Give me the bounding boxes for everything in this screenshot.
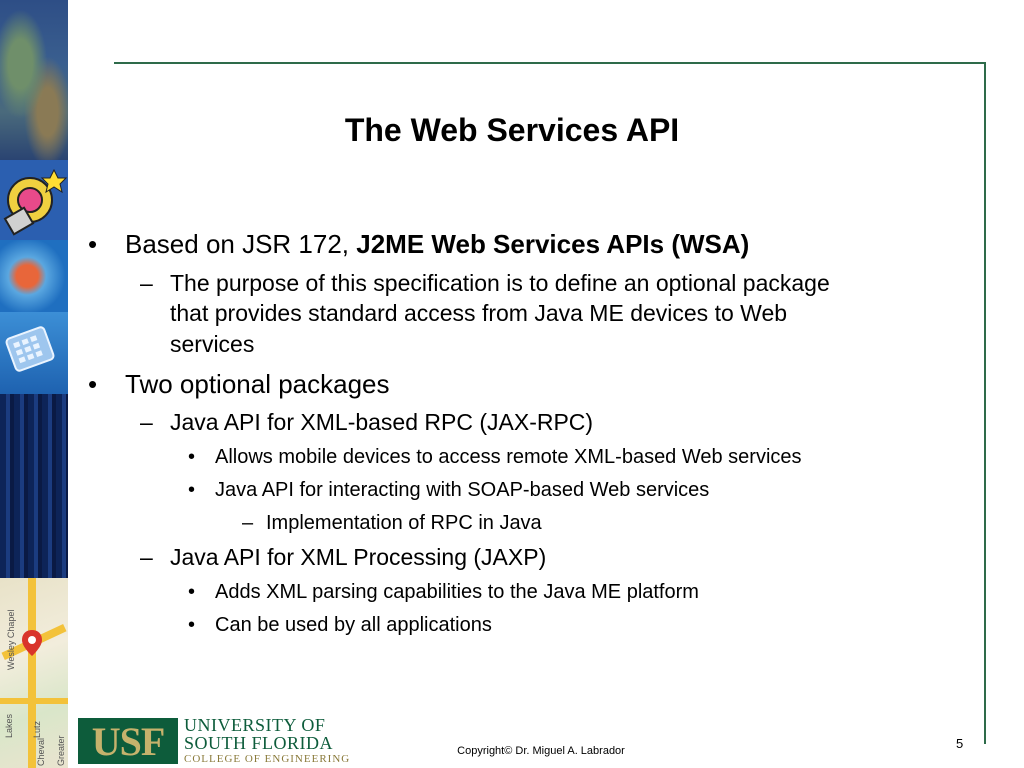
map-label: Cheval: [36, 737, 46, 766]
map-label: Lutz: [32, 720, 42, 738]
satellite-dish-clipart: [0, 160, 68, 240]
server-network-image: [0, 394, 68, 578]
bullet-text-line: that provides standard access from Java ME devices to Web: [170, 300, 788, 326]
bullet-text: Two optional packages: [125, 369, 390, 399]
frame-right-line: [984, 62, 986, 744]
brain-scan-image: [0, 240, 68, 312]
bullet-text: Java API for interacting with SOAP-based Web services: [215, 479, 710, 501]
bullet-text: Can be used by all applications: [215, 614, 492, 636]
bullet-text-line: services: [170, 331, 255, 357]
usf-logo: [78, 718, 178, 764]
bullet-text: Adds XML parsing capabilities to the Java ME platform: [215, 581, 699, 603]
map-pin-icon: [22, 630, 42, 656]
bullet-marker: •: [188, 446, 196, 468]
mobile-phone-image: [0, 312, 68, 394]
map-label: Greater: [56, 735, 66, 766]
bullet-text: Java API for XML-based RPC (JAX-RPC): [170, 409, 594, 435]
frame-top-line: [114, 62, 986, 64]
bullet-marker: •: [88, 229, 98, 259]
bullet-text: Implementation of RPC in Java: [266, 512, 542, 534]
bullet-text: Java API for XML Processing (JAXP): [170, 544, 547, 570]
page-number: 5: [956, 736, 964, 751]
bullet-marker: •: [188, 614, 196, 636]
bullet-marker: •: [188, 479, 196, 501]
university-line-2: SOUTH FLORIDA: [184, 733, 334, 753]
bullet-text: Based on JSR 172,: [125, 229, 357, 259]
map-label: Wesley Chapel: [6, 609, 16, 670]
bullet-marker: •: [188, 581, 196, 603]
bullet-item: [125, 229, 749, 260]
dash-marker: –: [140, 544, 153, 570]
dash-marker: –: [242, 512, 254, 534]
bullet-text: Allows mobile devices to access remote XML-based Web services: [215, 446, 802, 468]
bullet-text-line: The purpose of this specification is to define an optional package: [170, 270, 830, 296]
slide-title: The Web Services API: [344, 112, 680, 148]
dash-marker: –: [140, 409, 153, 435]
university-line-1: UNIVERSITY OF: [184, 715, 326, 735]
copyright-text: Copyright© Dr. Miguel A. Labrador: [457, 745, 625, 757]
map-label: Lakes: [4, 713, 14, 738]
usf-logo-text: USF: [91, 718, 165, 764]
university-name: [184, 716, 350, 765]
bullet-text-bold: J2ME Web Services APIs (WSA): [356, 229, 750, 259]
bullet-marker: •: [88, 369, 98, 399]
college-name: COLLEGE OF ENGINEERING: [184, 753, 351, 765]
street-map-image: [0, 578, 68, 768]
dash-marker: –: [140, 270, 153, 296]
